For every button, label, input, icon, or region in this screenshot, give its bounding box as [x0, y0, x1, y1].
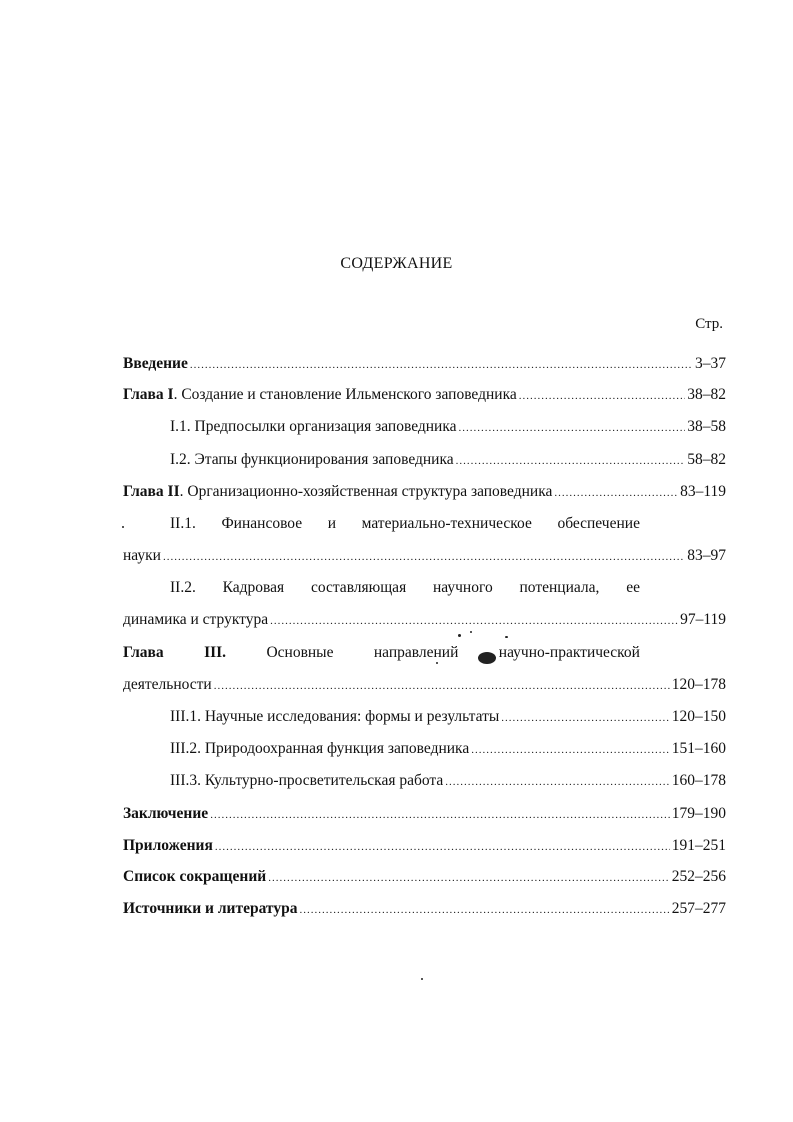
- toc-entry-section-3-3: [170, 770, 726, 792]
- toc-entry-pages: 38–58: [687, 418, 726, 435]
- word: III.: [204, 644, 227, 661]
- toc-entry-section-3-2: [170, 738, 726, 760]
- word: Основные: [266, 644, 334, 661]
- toc-entry-pages: 252–256: [671, 868, 726, 885]
- toc-entry-label: Приложения: [123, 837, 213, 854]
- toc-entry-pages: 179–190: [671, 805, 726, 822]
- leader-dots: [210, 804, 670, 826]
- toc-entry-pages: 120–178: [671, 676, 726, 693]
- leader-dots: [456, 450, 686, 472]
- toc-entry-pages: 191–251: [671, 837, 726, 854]
- toc-entry-appendix: [123, 835, 726, 857]
- toc-entry-label: Список сокращений: [123, 868, 267, 885]
- toc-entry-label: III.3. Культурно-просветительская работа: [170, 772, 444, 789]
- page-column-label: Стр.: [695, 316, 723, 332]
- word: Финансовое: [221, 515, 303, 532]
- toc-entry-sources: [123, 898, 726, 920]
- toc-entry-pages: 97–119: [680, 611, 726, 628]
- word: Глава: [123, 644, 164, 661]
- toc-entry-section-2-1-line2: [123, 545, 726, 567]
- leader-dots: [519, 385, 686, 407]
- leader-dots: [190, 354, 693, 376]
- chapter-title: . Создание и становление Ильменского заповедника: [173, 386, 517, 403]
- toc-entry-abbreviations: [123, 866, 726, 888]
- chapter-number: Глава II: [123, 483, 180, 500]
- toc-entry-pages: 257–277: [671, 900, 726, 917]
- toc-entry-pages: 83–119: [680, 483, 726, 500]
- toc-entry-section-2-2-line1: [170, 577, 640, 599]
- word: ее: [626, 579, 640, 596]
- leader-dots: [268, 867, 670, 889]
- toc-entry-label: III.2. Природоохранная функция заповедника: [170, 740, 470, 757]
- leader-dots: [214, 675, 670, 697]
- toc-entry-section-1-2: [170, 449, 726, 471]
- toc-entry-pages: 151–160: [671, 740, 726, 757]
- toc-entry-section-2-2-line2: [123, 609, 726, 631]
- leader-dots: [501, 707, 669, 729]
- toc-entry-label: I.2. Этапы функционирования заповедника: [170, 451, 454, 468]
- leader-dots: [554, 482, 678, 504]
- toc-entry-label: деятельности: [123, 676, 212, 693]
- scan-artifact: [421, 978, 423, 980]
- toc-entry-label: Заключение: [123, 805, 209, 822]
- scan-artifact: [470, 631, 472, 633]
- toc-entry-label: III.1. Научные исследования: формы и результаты: [170, 708, 500, 725]
- toc-entry-chapter-2: [123, 481, 726, 503]
- toc-entry-label: науки: [123, 547, 161, 564]
- toc-entry-label: Источники и литература: [123, 900, 298, 917]
- toc-entry-section-2-1-line1: [170, 513, 640, 535]
- leader-dots: [299, 899, 669, 921]
- word: обеспечение: [557, 515, 640, 532]
- toc-entry-pages: 160–178: [671, 772, 726, 789]
- leader-dots: [459, 417, 686, 439]
- toc-entry-conclusion: [123, 803, 726, 825]
- toc-entry-pages: 38–82: [687, 386, 726, 403]
- toc-entry-label: [123, 481, 552, 503]
- chapter-number: Глава I: [123, 386, 174, 403]
- toc-entry-pages: 83–97: [687, 547, 726, 564]
- scan-artifact: [436, 662, 438, 664]
- leader-dots: [270, 610, 678, 632]
- toc-entry-chapter-3-line2: [123, 674, 726, 696]
- word: Кадровая: [222, 579, 285, 596]
- page-title: СОДЕРЖАНИЕ: [340, 255, 453, 272]
- word: научно-практической: [498, 644, 640, 661]
- toc-entry-label: Введение: [123, 355, 188, 372]
- toc-entry-label: динамика и структура: [123, 611, 269, 628]
- leader-dots: [471, 739, 670, 761]
- leader-dots: [215, 836, 670, 858]
- scan-artifact: [458, 634, 461, 637]
- scan-artifact: [478, 652, 496, 664]
- chapter-title: . Организационно-хозяйственная структура заповедника: [179, 483, 553, 500]
- leader-dots: [163, 546, 685, 568]
- word: потенциала,: [519, 579, 600, 596]
- toc-entry-pages: 120–150: [671, 708, 726, 725]
- toc-entry-chapter-3-line1: [123, 642, 640, 664]
- toc-entry-label: I.1. Предпосылки организация заповедника: [170, 418, 457, 435]
- toc-entry-pages: 3–37: [695, 355, 726, 372]
- scan-artifact: [122, 526, 124, 528]
- leader-dots: [445, 771, 670, 793]
- word: направлений: [373, 644, 459, 661]
- word: научного: [433, 579, 493, 596]
- toc-entry-section-3-1: [170, 706, 726, 728]
- toc-entry-intro: [123, 353, 726, 375]
- toc-entry-chapter-1: [123, 384, 726, 406]
- toc-entry-pages: 58–82: [687, 451, 726, 468]
- scan-artifact: [505, 636, 508, 638]
- word: II.2.: [170, 579, 196, 596]
- toc-entry-section-1-1: [170, 416, 726, 438]
- word: составляющая: [310, 579, 407, 596]
- toc-entry-label: [123, 384, 517, 406]
- word: материально-техническое: [361, 515, 532, 532]
- word: II.1.: [170, 515, 196, 532]
- word: и: [327, 515, 337, 532]
